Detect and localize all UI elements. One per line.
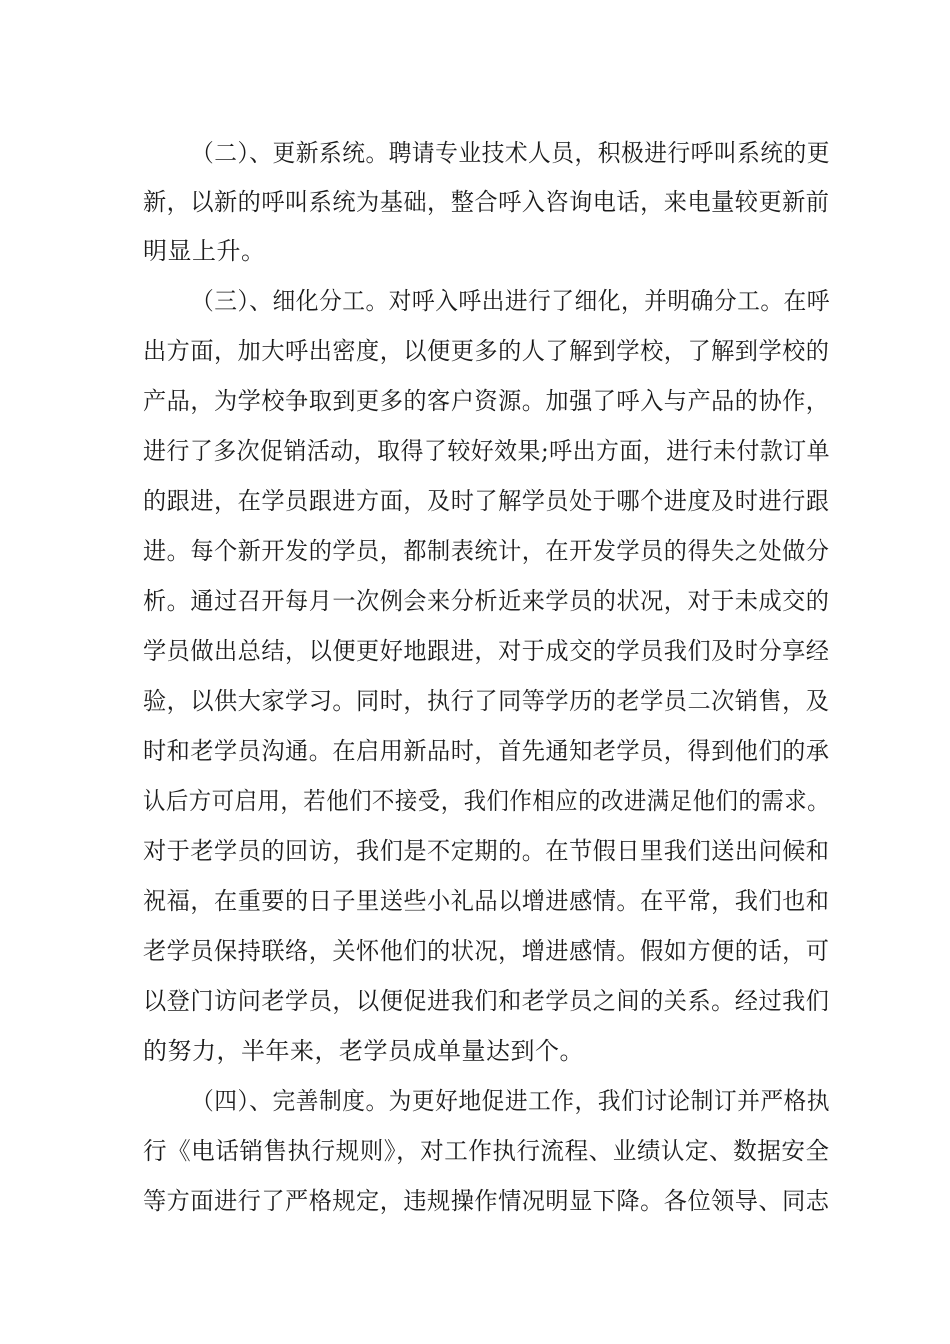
paragraph-4-line-1: （四）、完善制度。为更好地促进工作，我们讨论制订并严格执 [191, 1087, 831, 1115]
paragraph-2-line-1: （二）、更新系统。聘请专业技术人员，积极进行呼叫系统的更 [191, 139, 831, 167]
paragraph-3-line-11: 认后方可启用，若他们不接受，我们作相应的改进满足他们的需求。 [143, 787, 831, 815]
paragraph-3-line-2: 出方面，加大呼出密度，以便更多的人了解到学校，了解到学校的 [143, 337, 830, 365]
paragraph-3-line-16: 的努力，半年来，老学员成单量达到个。 [143, 1037, 584, 1065]
paragraph-3-line-15: 以登门访问老学员，以便促进我们和老学员之间的关系。经过我们 [143, 987, 830, 1015]
paragraph-3-line-9: 验，以供大家学习。同时，执行了同等学历的老学员二次销售，及 [143, 687, 830, 715]
paragraph-3-line-3: 产品，为学校争取到更多的客户资源。加强了呼入与产品的协作， [143, 387, 830, 415]
paragraph-3-line-10: 时和老学员沟通。在启用新品时，首先通知老学员，得到他们的承 [143, 737, 830, 765]
paragraph-3-line-8: 学员做出总结，以便更好地跟进，对于成交的学员我们及时分享经 [143, 637, 830, 665]
paragraph-2-line-2: 新，以新的呼叫系统为基础，整合呼入咨询电话，来电量较更新前 [143, 188, 830, 216]
paragraph-3-line-4: 进行了多次促销活动，取得了较好效果;呼出方面，进行未付款订单 [143, 437, 831, 465]
paragraph-4-line-2: 行《电话销售执行规则》，对工作执行流程、业绩认定、数据安全 [143, 1137, 830, 1165]
paragraph-3-line-5: 的跟进，在学员跟进方面，及时了解学员处于哪个进度及时进行跟 [143, 487, 830, 515]
paragraph-3-line-12: 对于老学员的回访，我们是不定期的。在节假日里我们送出问候和 [143, 837, 830, 865]
paragraph-3-line-13: 祝福，在重要的日子里送些小礼品以增进感情。在平常，我们也和 [143, 887, 830, 915]
paragraph-3-line-1: （三）、细化分工。对呼入呼出进行了细化，并明确分工。在呼 [191, 287, 831, 315]
paragraph-4-line-3: 等方面进行了严格规定，违规操作情况明显下降。各位领导、同志 [143, 1187, 830, 1215]
paragraph-2-line-3: 明显上升。 [143, 237, 266, 265]
paragraph-3-line-6: 进。每个新开发的学员，都制表统计，在开发学员的得失之处做分 [143, 537, 830, 565]
paragraph-3-line-7: 析。通过召开每月一次例会来分析近来学员的状况，对于未成交的 [143, 587, 830, 615]
paragraph-3-line-14: 老学员保持联络，关怀他们的状况，增进感情。假如方便的话，可 [143, 937, 830, 965]
